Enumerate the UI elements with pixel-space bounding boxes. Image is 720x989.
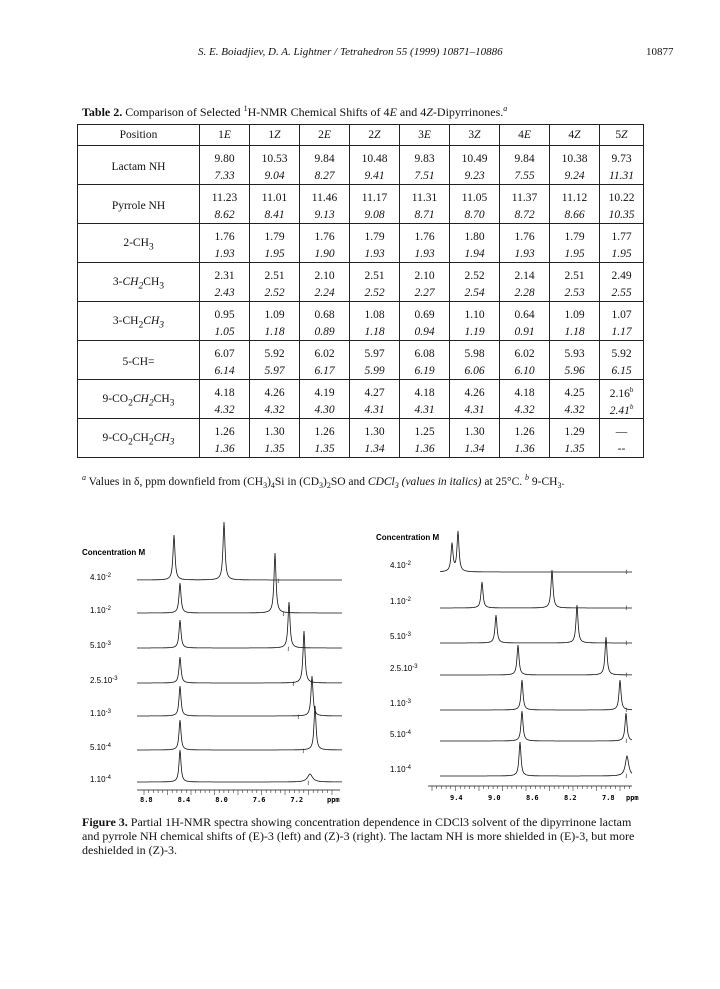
footnote-mark: a (82, 473, 86, 482)
concentration-label: $5.10^{-4}$ (90, 743, 111, 752)
nmr-shift-table (77, 124, 644, 458)
cell-cdcl3: 6.10 (500, 362, 550, 380)
cell-cdcl3: 1.36 (500, 440, 550, 458)
table-row (78, 224, 644, 246)
cell-dmso: 0.64 (500, 302, 550, 324)
cell-cdcl3: 1.95 (600, 245, 644, 263)
cell-cdcl3: 2.24 (300, 284, 350, 302)
footnote-part: Si in (CD (274, 475, 319, 488)
cell-dmso: 1.29 (550, 419, 600, 441)
concentration-label: $5.10^{-4}$ (390, 730, 411, 739)
row-position: $9-CO_2CH_2CH_3$ (78, 380, 200, 419)
footnote-part: (values in italics) (398, 475, 482, 488)
cell-dmso: 2.10 (400, 263, 450, 285)
figure-caption-text: Partial 1H-NMR spectra showing concentration dependence in CDCl3 solvent of the dipyrrinone lactam and pyrrole NH chemical shifts of (E)-3 (left) and (Z)-3 (right). The lactam NH is more shielded in (E)-3, but more deshielded in (Z)-3. (82, 815, 635, 857)
table-body (78, 146, 644, 458)
row-position: $3-CH_2CH_3$ (78, 263, 200, 302)
break-mark: ≀ (625, 604, 628, 612)
cell-dmso: 2.49 (600, 263, 644, 285)
cell-cdcl3: 6.17 (300, 362, 350, 380)
spectrum-trace (440, 570, 632, 608)
cell-dmso: 0.68 (300, 302, 350, 324)
cell-dmso: 5.92 (600, 341, 644, 363)
cell-cdcl3: 4.30 (300, 401, 350, 419)
axis-tick-label: 8.8 (140, 796, 153, 804)
cell-cdcl3: 1.95 (250, 245, 300, 263)
cell-cdcl3: 8.70 (450, 206, 500, 224)
cell-cdcl3: 1.35 (550, 440, 600, 458)
break-mark: ≀ (625, 671, 628, 679)
concentration-label: $1.10^{-4}$ (90, 775, 111, 784)
cell-dmso: 5.93 (550, 341, 600, 363)
cell-cdcl3: 1.93 (400, 245, 450, 263)
cell-cdcl3: 1.93 (500, 245, 550, 263)
cell-cdcl3: 4.32 (250, 401, 300, 419)
cell-dmso: 1.25 (400, 419, 450, 441)
cell-dmso: 1.30 (250, 419, 300, 441)
table-row (78, 302, 644, 324)
axis-tick-label: 9.0 (488, 794, 501, 802)
cell-dmso: 11.46 (300, 185, 350, 207)
cell-cdcl3: 1.35 (250, 440, 300, 458)
axis-tick-label: 7.2 (290, 796, 304, 804)
cell-dmso: 1.26 (500, 419, 550, 441)
cell-cdcl3: 1.90 (300, 245, 350, 263)
cell-cdcl3: 7.33 (200, 167, 250, 185)
caption-part: E (389, 105, 397, 119)
footnote-part: SO and (330, 475, 368, 488)
caption-part: and 4 (396, 105, 427, 119)
cell-dmso: 4.25 (550, 380, 600, 402)
concentration-label: $1.10^{-3}$ (90, 709, 111, 718)
cell-dmso: 1.79 (350, 224, 400, 246)
spectrum-trace (137, 631, 342, 683)
page-number: 10877 (646, 46, 674, 58)
cell-dmso: 1.08 (350, 302, 400, 324)
spectra-left-e3 (82, 510, 352, 810)
concentration-label: $1.10^{-2}$ (390, 597, 411, 606)
cell-dmso: 1.10 (450, 302, 500, 324)
break-mark: ≀ (625, 737, 628, 745)
cell-dmso: 1.30 (450, 419, 500, 441)
cell-dmso: 1.09 (250, 302, 300, 324)
cell-cdcl3: 1.35 (300, 440, 350, 458)
table-header-row (78, 125, 644, 146)
axis-tick-label: 8.0 (215, 796, 228, 804)
footnote-part: CDCl (367, 475, 395, 488)
cell-cdcl3: 5.99 (350, 362, 400, 380)
caption-part: Z (426, 105, 433, 119)
running-head: S. E. Boiadjiev, D. A. Lightner / Tetrahedron 55 (1999) 10871–10886 (198, 46, 503, 58)
header-2e: 2E (300, 125, 350, 146)
header-4z: 4Z (550, 125, 600, 146)
running-header (0, 46, 720, 62)
table-label: Table 2. (82, 105, 123, 119)
table-row (78, 185, 644, 207)
cell-cdcl3: 1.34 (450, 440, 500, 458)
cell-dmso: 9.84 (300, 146, 350, 168)
cell-cdcl3: 0.91 (500, 323, 550, 341)
break-mark: ≀ (297, 713, 300, 721)
spectrum-trace (137, 522, 342, 580)
cell-dmso: 1.09 (550, 302, 600, 324)
cell-cdcl3: 4.32 (200, 401, 250, 419)
cell-cdcl3: 1.18 (350, 323, 400, 341)
cell-cdcl3: 2.28 (500, 284, 550, 302)
cell-dmso: 11.01 (250, 185, 300, 207)
row-position: $2-CH_3$ (78, 224, 200, 263)
cell-dmso: 9.80 (200, 146, 250, 168)
axis-unit: ppm (626, 794, 639, 802)
cell-cdcl3: 2.55 (600, 284, 644, 302)
cell-dmso: 6.08 (400, 341, 450, 363)
cell-cdcl3: 1.36 (200, 440, 250, 458)
cell-cdcl3: 6.06 (450, 362, 500, 380)
cell-dmso: 9.84 (500, 146, 550, 168)
cell-cdcl3: 1.93 (200, 245, 250, 263)
header-4e: 4E (500, 125, 550, 146)
footnote-part: Values in δ, ppm downfield from (CH (86, 475, 264, 488)
break-mark: ≀ (302, 747, 305, 755)
cell-dmso: 2.10 (300, 263, 350, 285)
cell-dmso: 1.30 (350, 419, 400, 441)
concentration-label: $4.10^{-2}$ (390, 561, 411, 570)
footnote-part: ) (323, 475, 327, 488)
cell-dmso: 10.38 (550, 146, 600, 168)
spectrum-trace (137, 553, 342, 613)
spectra-right-z3 (370, 510, 650, 810)
cell-dmso: 4.26 (450, 380, 500, 402)
concentration-label: $1.10^{-4}$ (390, 765, 411, 774)
cell-dmso: 4.18 (200, 380, 250, 402)
concentration-label: $2.5.10^{-3}$ (90, 676, 118, 685)
header-position: Position (78, 125, 200, 146)
cell-dmso: 2.31 (200, 263, 250, 285)
cell-dmso: 9.73 (600, 146, 644, 168)
axis-unit: ppm (327, 796, 340, 804)
cell-dmso: 4.27 (350, 380, 400, 402)
footnote-sub: 3 (319, 481, 323, 491)
axis-tick-label: 7.8 (602, 794, 615, 802)
cell-cdcl3: 2.52 (350, 284, 400, 302)
cell-cdcl3: 7.51 (400, 167, 450, 185)
cell-cdcl3: 2.43 (200, 284, 250, 302)
cell-dmso: 11.23 (200, 185, 250, 207)
cell-cdcl3: 1.34 (350, 440, 400, 458)
cell-cdcl3: 1.18 (250, 323, 300, 341)
cell-cdcl3: 1.95 (550, 245, 600, 263)
cell-dmso: 1.79 (550, 224, 600, 246)
cell-cdcl3: 2.54 (450, 284, 500, 302)
cell-dmso: 1.76 (200, 224, 250, 246)
concentration-label: $1.10^{-3}$ (390, 699, 411, 708)
cell-cdcl3: 1.94 (450, 245, 500, 263)
spectrum-trace (137, 706, 342, 750)
table-row (78, 380, 644, 402)
break-mark: ≀ (625, 772, 628, 780)
cell-dmso: 11.37 (500, 185, 550, 207)
row-position: 5-CH= (78, 341, 200, 380)
cell-cdcl3: 9.08 (350, 206, 400, 224)
concentration-title: Concentration M (82, 548, 146, 557)
concentration-label: $4.10^{-2}$ (90, 573, 111, 582)
cell-dmso: 2.51 (350, 263, 400, 285)
cell-dmso: 1.26 (200, 419, 250, 441)
cell-cdcl3: 9.13 (300, 206, 350, 224)
header-1z: 1Z (250, 125, 300, 146)
cell-dmso: 4.18 (400, 380, 450, 402)
cell-dmso: 1.07 (600, 302, 644, 324)
cell-dmso: 2.51 (550, 263, 600, 285)
cell-cdcl3: 6.14 (200, 362, 250, 380)
break-mark: ≀ (292, 680, 295, 688)
caption-part: Comparison of Selected (125, 105, 244, 119)
cell-cdcl3: 4.31 (350, 401, 400, 419)
footnote-sub: 3 (263, 481, 268, 491)
cell-cdcl3: 8.27 (300, 167, 350, 185)
break-mark: ≀ (625, 568, 628, 576)
table-caption (82, 104, 507, 120)
cell-cdcl3: 8.41 (250, 206, 300, 224)
cell-cdcl3: 9.23 (450, 167, 500, 185)
table-footnote (82, 473, 564, 490)
cell-cdcl3: 2.52 (250, 284, 300, 302)
row-position: $9-CO_2CH_2CH_3$ (78, 419, 200, 458)
spectrum-trace (440, 680, 632, 710)
header-1e: 1E (200, 125, 250, 146)
cell-dmso: 1.80 (450, 224, 500, 246)
cell-cdcl3: 9.24 (550, 167, 600, 185)
cell-dmso: 6.07 (200, 341, 250, 363)
cell-dmso: 2.14 (500, 263, 550, 285)
cell-cdcl3: 6.19 (400, 362, 450, 380)
axis-tick-label: 8.4 (177, 796, 191, 804)
concentration-label: $5.10^{-3}$ (90, 641, 111, 650)
cell-cdcl3: 8.62 (200, 206, 250, 224)
cell-dmso: 11.05 (450, 185, 500, 207)
cell-dmso: 11.12 (550, 185, 600, 207)
figure-caption (82, 815, 648, 857)
cell-cdcl3: 1.05 (200, 323, 250, 341)
axis-tick-label: 8.6 (526, 794, 539, 802)
break-mark: ≀ (307, 779, 310, 787)
concentration-title: Concentration M (376, 533, 440, 542)
footnote-part: ) (267, 475, 271, 488)
concentration-label: $5.10^{-3}$ (390, 632, 411, 641)
cell-cdcl3: -- (600, 440, 644, 458)
cell-dmso: 1.79 (250, 224, 300, 246)
cell-cdcl3: 4.31 (400, 401, 450, 419)
spectrum-trace (137, 676, 342, 716)
cell-dmso: 11.17 (350, 185, 400, 207)
cell-cdcl3: 8.71 (400, 206, 450, 224)
cell-cdcl3: 0.89 (300, 323, 350, 341)
table-row (78, 146, 644, 168)
cell-dmso: 5.98 (450, 341, 500, 363)
row-position: $3-CH_2CH_3$ (78, 302, 200, 341)
cell-cdcl3: 5.97 (250, 362, 300, 380)
cell-cdcl3: 1.19 (450, 323, 500, 341)
break-mark: ≀ (277, 577, 280, 585)
break-mark: ≀ (287, 645, 290, 653)
cell-dmso: 1.76 (300, 224, 350, 246)
footnote-part: 9-CH (529, 475, 558, 488)
break-mark: ≀ (282, 610, 285, 618)
spectrum-trace (440, 711, 632, 741)
cell-dmso: 9.83 (400, 146, 450, 168)
cell-dmso: 0.95 (200, 302, 250, 324)
caption-note: a (503, 104, 508, 113)
concentration-label: $1.10^{-2}$ (90, 606, 111, 615)
spectrum-trace (440, 605, 632, 643)
caption-sup: 1 (243, 104, 248, 113)
footnote-sub: 3 (557, 481, 562, 491)
cell-cdcl3: 9.04 (250, 167, 300, 185)
header-3e: 3E (400, 125, 450, 146)
cell-dmso: 5.92 (250, 341, 300, 363)
spectrum-trace (137, 750, 342, 782)
cell-dmso: 5.97 (350, 341, 400, 363)
cell-cdcl3: 4.31 (450, 401, 500, 419)
cell-cdcl3: 4.32 (550, 401, 600, 419)
concentration-label: $2.5.10^{-3}$ (390, 664, 418, 673)
cell-dmso: 1.26 (300, 419, 350, 441)
break-mark: ≀ (625, 706, 628, 714)
cell-cdcl3: 1.36 (400, 440, 450, 458)
footnote-sub: 2 (326, 481, 331, 491)
cell-dmso: 10.22 (600, 185, 644, 207)
spectrum-trace (440, 531, 632, 572)
footnote-mark: b (525, 473, 530, 482)
cell-cdcl3: 11.31 (600, 167, 644, 185)
table-row (78, 419, 644, 441)
cell-cdcl3: 1.18 (550, 323, 600, 341)
footnote-sub: 3 (394, 481, 399, 491)
footnote-part: at 25°C. (481, 475, 526, 488)
cell-dmso: 11.31 (400, 185, 450, 207)
cell-cdcl3: 2.53 (550, 284, 600, 302)
table-row (78, 341, 644, 363)
cell-cdcl3: 7.55 (500, 167, 550, 185)
cell-dmso: 6.02 (300, 341, 350, 363)
cell-cdcl3: 8.72 (500, 206, 550, 224)
cell-dmso: 2.51 (250, 263, 300, 285)
cell-cdcl3: 0.94 (400, 323, 450, 341)
row-position: Pyrrole NH (78, 185, 200, 224)
cell-dmso: 2.16$^b$ (600, 380, 644, 402)
cell-cdcl3: 5.96 (550, 362, 600, 380)
cell-dmso: 4.19 (300, 380, 350, 402)
cell-dmso: 1.77 (600, 224, 644, 246)
caption-part: -Dipyrrinones. (432, 105, 504, 119)
footnote-period: . (561, 475, 565, 488)
header-2z: 2Z (350, 125, 400, 146)
spectrum-trace (440, 742, 632, 776)
cell-dmso: 10.49 (450, 146, 500, 168)
cell-dmso: 10.53 (250, 146, 300, 168)
cell-cdcl3: 2.27 (400, 284, 450, 302)
cell-cdcl3: 1.93 (350, 245, 400, 263)
caption-part: H-NMR Chemical Shifts of 4 (247, 105, 390, 119)
cell-dmso: 10.48 (350, 146, 400, 168)
cell-dmso: 6.02 (500, 341, 550, 363)
cell-dmso: 1.76 (400, 224, 450, 246)
cell-cdcl3: 1.17 (600, 323, 644, 341)
spectrum-trace (137, 602, 342, 648)
cell-cdcl3: 8.66 (550, 206, 600, 224)
axis-tick-label: 7.6 (252, 796, 266, 804)
header-5z: 5Z (600, 125, 644, 146)
cell-cdcl3: 4.32 (500, 401, 550, 419)
footnote-sub: 4 (270, 481, 275, 491)
cell-dmso: — (600, 419, 644, 441)
table-row (78, 263, 644, 285)
axis-tick-label: 8.2 (564, 794, 577, 802)
cell-dmso: 1.76 (500, 224, 550, 246)
break-mark: ≀ (625, 639, 628, 647)
header-3z: 3Z (450, 125, 500, 146)
cell-cdcl3: 6.15 (600, 362, 644, 380)
cell-dmso: 2.52 (450, 263, 500, 285)
cell-dmso: 4.18 (500, 380, 550, 402)
cell-cdcl3: 9.41 (350, 167, 400, 185)
cell-cdcl3: 2.41$^b$ (600, 401, 644, 419)
row-position: Lactam NH (78, 146, 200, 185)
figure-label: Figure 3. (82, 815, 128, 829)
axis-tick-label: 9.4 (450, 794, 463, 802)
cell-cdcl3: 10.35 (600, 206, 644, 224)
cell-dmso: 4.26 (250, 380, 300, 402)
cell-dmso: 0.69 (400, 302, 450, 324)
